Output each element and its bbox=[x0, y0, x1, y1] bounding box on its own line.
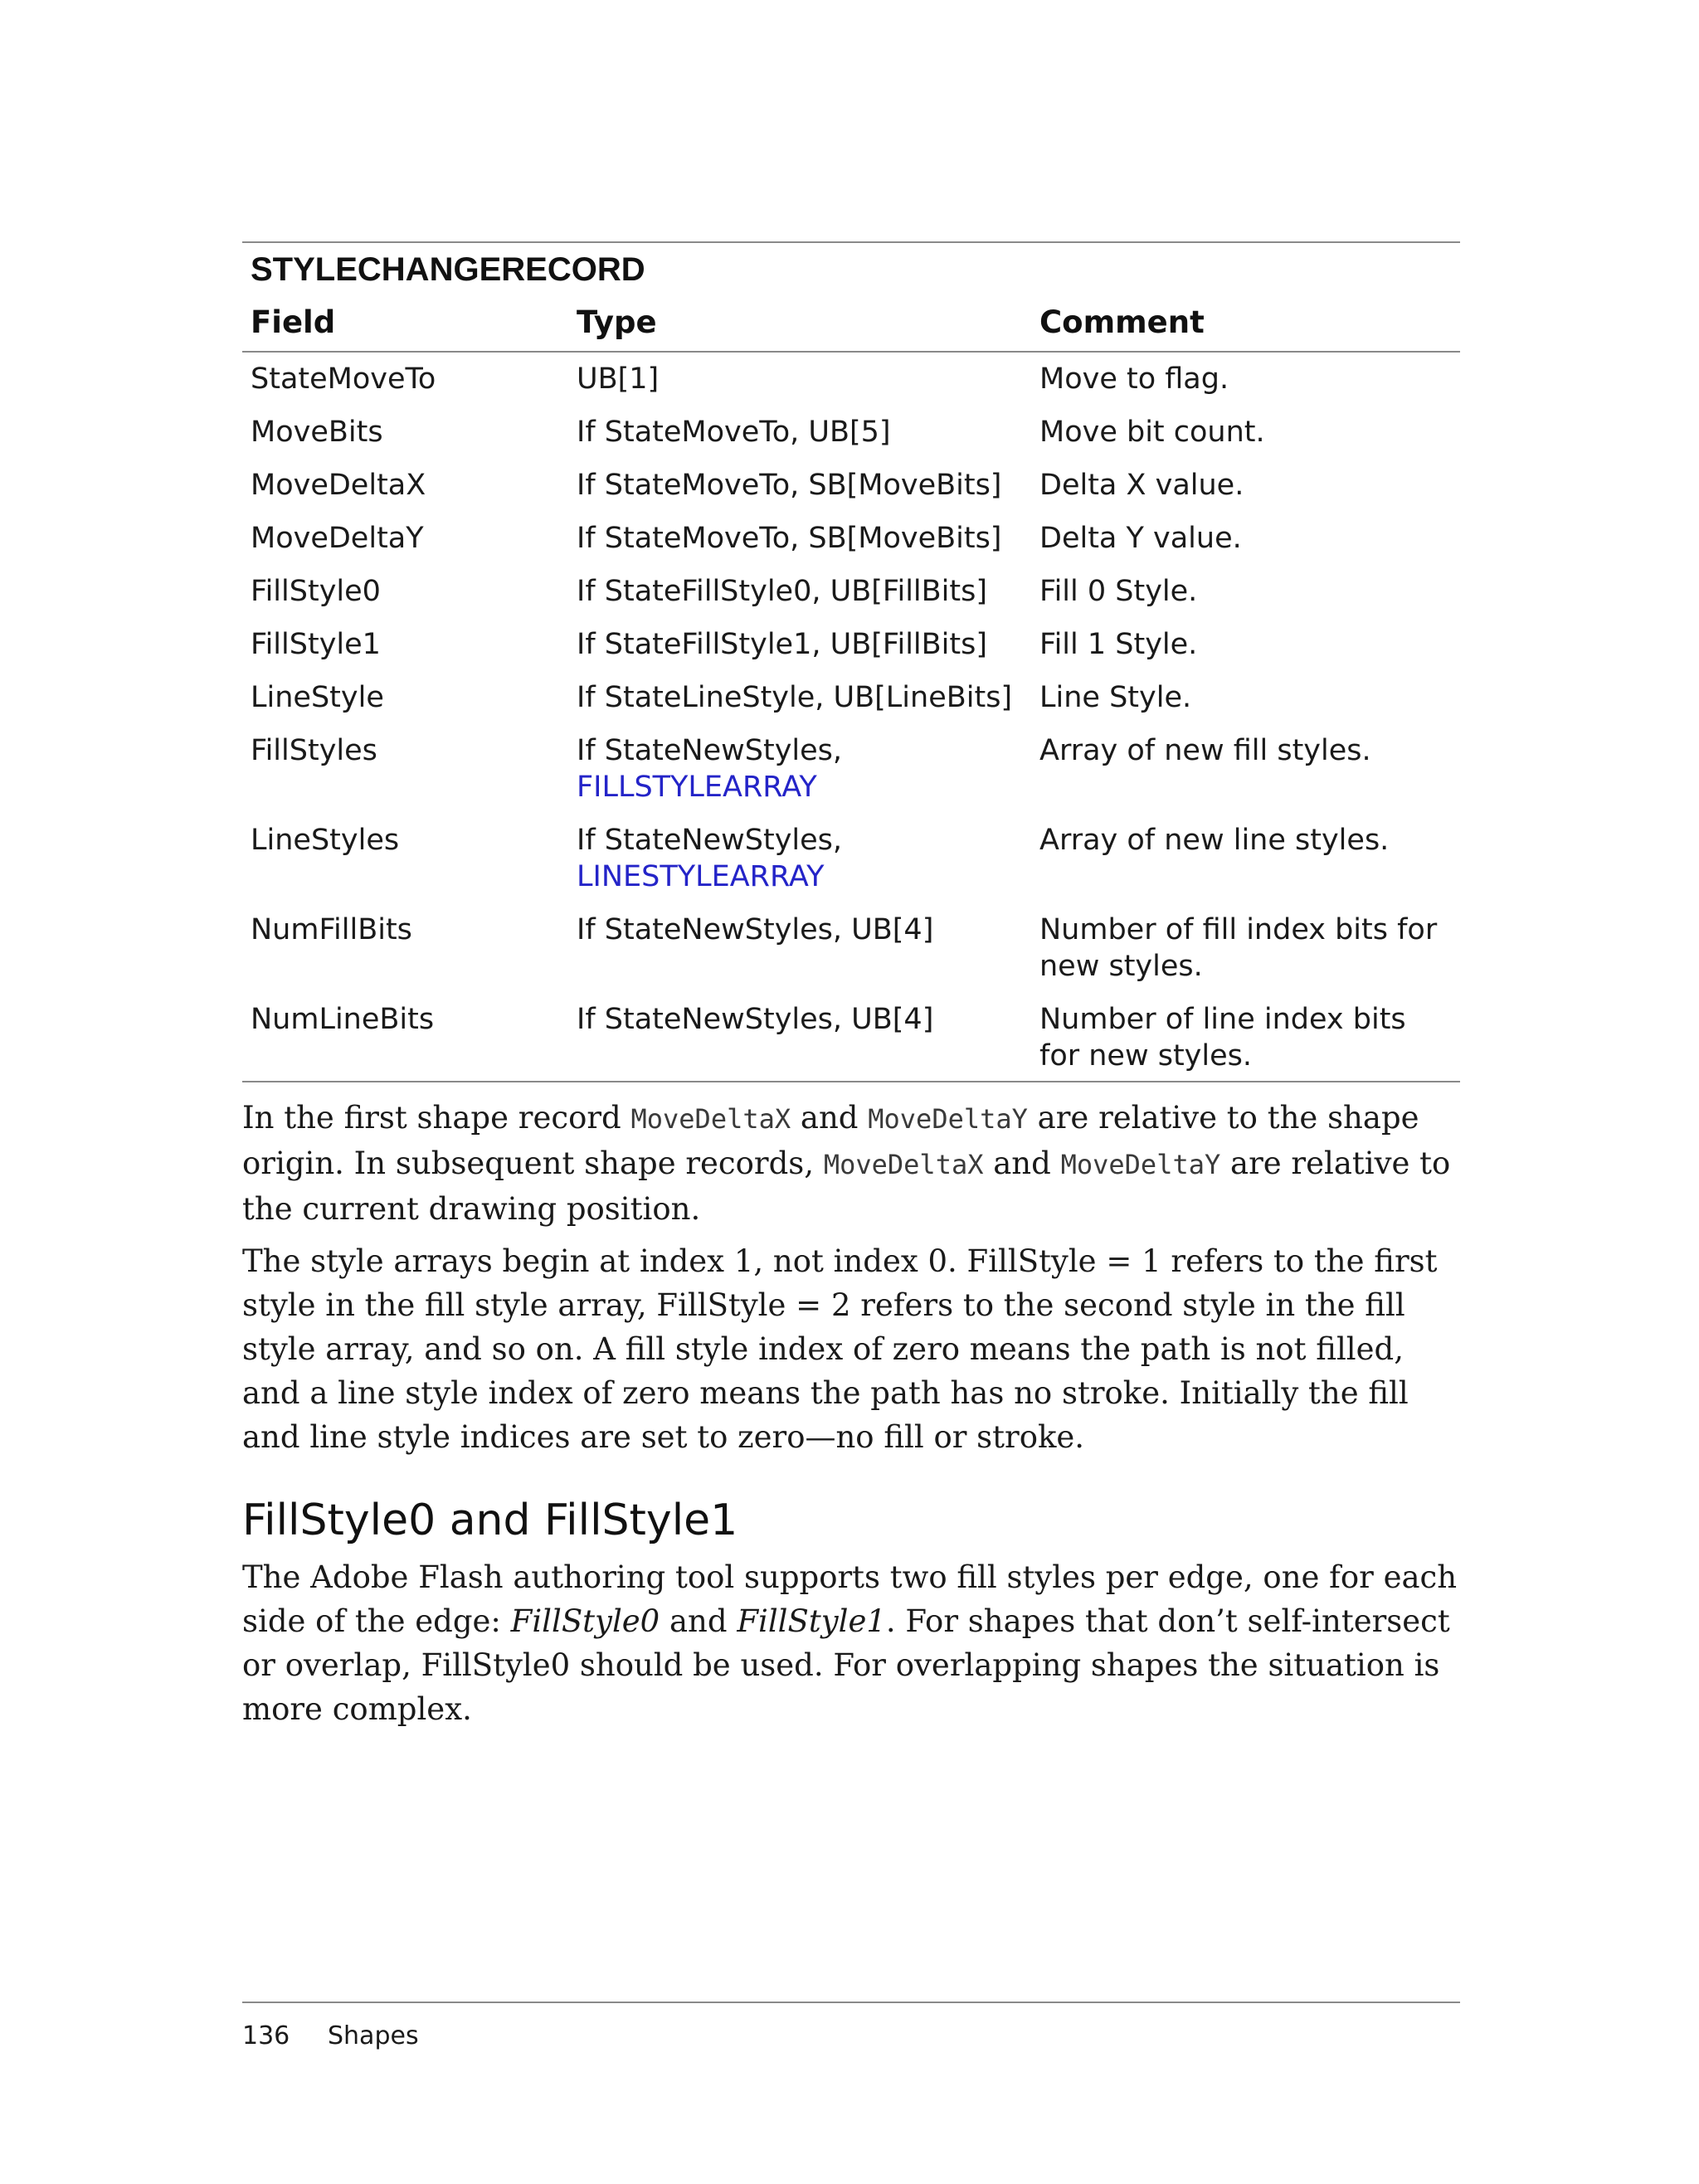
header-field: Field bbox=[242, 289, 568, 352]
cell-comment: Fill 0 Style. bbox=[1039, 575, 1198, 608]
cell-type bbox=[568, 352, 1031, 406]
cell-field: LineStyle bbox=[251, 681, 384, 714]
table-row bbox=[242, 406, 1460, 459]
cell-type bbox=[568, 618, 1031, 671]
cell-field: MoveDeltaY bbox=[251, 522, 424, 555]
paragraph-text: and bbox=[791, 1100, 869, 1136]
paragraph-text: . For shapes that don’t self-intersect or overlap, FillStyle0 should be used. For overlapping shapes the situation is more complex. bbox=[242, 1603, 1450, 1727]
type-text: If StateMoveTo, UB[5] bbox=[577, 416, 891, 449]
cell-type bbox=[568, 814, 1031, 903]
cell-comment: Array of new fill styles. bbox=[1039, 734, 1371, 767]
cell-comment: Array of new line styles. bbox=[1039, 824, 1390, 857]
paragraph-text: are relative to the shape origin. In subsequent shape records, bbox=[242, 1100, 1419, 1181]
header-type: Type bbox=[568, 289, 1031, 352]
cell-type bbox=[568, 671, 1031, 724]
cell-type bbox=[568, 459, 1031, 512]
type-text: If StateMoveTo, SB[MoveBits] bbox=[577, 522, 1002, 555]
type-text: If StateNewStyles, UB[4] bbox=[577, 1003, 934, 1036]
table-body bbox=[242, 352, 1460, 1082]
table-row bbox=[242, 565, 1460, 618]
cell-field: StateMoveTo bbox=[251, 362, 436, 396]
header-comment: Comment bbox=[1031, 289, 1460, 352]
paragraph-style-arrays: The style arrays begin at index 1, not index 0. FillStyle = 1 refers to the first style in the fill style array, FillStyle = 2 refers to the second style in the fill style array, and so on. A fill style index of zero means the path is not filled, and a line style index of zero means the path has no stroke. Initially the fill and line style indices are set to zero—no fill or stroke. bbox=[242, 1243, 1438, 1455]
cell-field: NumFillBits bbox=[251, 913, 412, 946]
cell-comment: Delta X value. bbox=[1039, 469, 1244, 502]
page-content bbox=[242, 241, 1460, 1731]
table-header-row bbox=[242, 289, 1460, 352]
table-title: STYLECHANGERECORD bbox=[251, 251, 645, 288]
type-text: If StateFillStyle0, UB[FillBits] bbox=[577, 575, 987, 608]
table-row bbox=[242, 993, 1460, 1082]
paragraph-text: The Adobe Flash authoring tool supports two fill styles per edge, one for each side of the edge: bbox=[242, 1559, 1458, 1639]
type-text: If StateNewStyles, bbox=[577, 734, 843, 767]
emphasis-term: FillStyle0 bbox=[510, 1603, 660, 1639]
cell-type bbox=[568, 993, 1031, 1082]
cell-type bbox=[568, 565, 1031, 618]
table-row bbox=[242, 671, 1460, 724]
type-text: If StateNewStyles, bbox=[577, 824, 843, 857]
footer-text bbox=[242, 2003, 1460, 2053]
paragraph-move-delta bbox=[242, 1096, 1460, 1231]
type-link[interactable]: LINESTYLEARRAY bbox=[577, 860, 825, 893]
type-text: UB[1] bbox=[577, 362, 660, 396]
cell-field: FillStyles bbox=[251, 734, 377, 767]
cell-type bbox=[568, 724, 1031, 814]
page-number: 136 bbox=[242, 2021, 290, 2050]
code-term: MoveDeltaX bbox=[823, 1149, 984, 1180]
paragraph-text: In the first shape record bbox=[242, 1100, 631, 1136]
cell-comment: Move to flag. bbox=[1039, 362, 1229, 396]
table-row bbox=[242, 512, 1460, 565]
type-text: If StateLineStyle, UB[LineBits] bbox=[577, 681, 1013, 714]
cell-field: FillStyle0 bbox=[251, 575, 381, 608]
type-text: If StateFillStyle1, UB[FillBits] bbox=[577, 628, 987, 661]
cell-field: MoveBits bbox=[251, 416, 383, 449]
cell-field: FillStyle1 bbox=[251, 628, 381, 661]
paragraph-text: and bbox=[660, 1603, 738, 1639]
stylechangerecord-table bbox=[242, 289, 1460, 1082]
cell-field: LineStyles bbox=[251, 824, 400, 857]
chapter-name: Shapes bbox=[328, 2021, 419, 2050]
cell-type bbox=[568, 512, 1031, 565]
page-footer bbox=[242, 2002, 1460, 2053]
paragraph-text: are relative to the current drawing position. bbox=[242, 1146, 1451, 1227]
paragraph-text: and bbox=[983, 1146, 1061, 1181]
cell-comment: Delta Y value. bbox=[1039, 522, 1242, 555]
code-term: MoveDeltaY bbox=[868, 1103, 1028, 1135]
type-text: If StateMoveTo, SB[MoveBits] bbox=[577, 469, 1002, 502]
table-row bbox=[242, 903, 1460, 993]
section-heading: FillStyle0 and FillStyle1 bbox=[242, 1496, 738, 1545]
table-row bbox=[242, 459, 1460, 512]
code-term: MoveDeltaY bbox=[1060, 1149, 1221, 1180]
cell-comment: Number of fill index bits for new styles. bbox=[1039, 913, 1438, 983]
cell-comment: Move bit count. bbox=[1039, 416, 1265, 449]
cell-field: NumLineBits bbox=[242, 993, 568, 1082]
emphasis-term: FillStyle1 bbox=[737, 1603, 886, 1639]
cell-type bbox=[568, 406, 1031, 459]
code-term: MoveDeltaX bbox=[630, 1103, 791, 1135]
cell-field: MoveDeltaX bbox=[251, 469, 426, 502]
table-row bbox=[242, 814, 1460, 903]
table-row bbox=[242, 618, 1460, 671]
cell-comment: Fill 1 Style. bbox=[1039, 628, 1198, 661]
cell-comment: Line Style. bbox=[1039, 681, 1192, 714]
type-link[interactable]: FILLSTYLEARRAY bbox=[577, 771, 817, 804]
table-row bbox=[242, 724, 1460, 814]
cell-type bbox=[568, 903, 1031, 993]
paragraph-fill-styles bbox=[242, 1555, 1460, 1731]
table-row bbox=[242, 352, 1460, 406]
type-text: If StateNewStyles, UB[4] bbox=[577, 913, 934, 946]
cell-comment: Number of line index bits for new styles. bbox=[1031, 993, 1460, 1082]
